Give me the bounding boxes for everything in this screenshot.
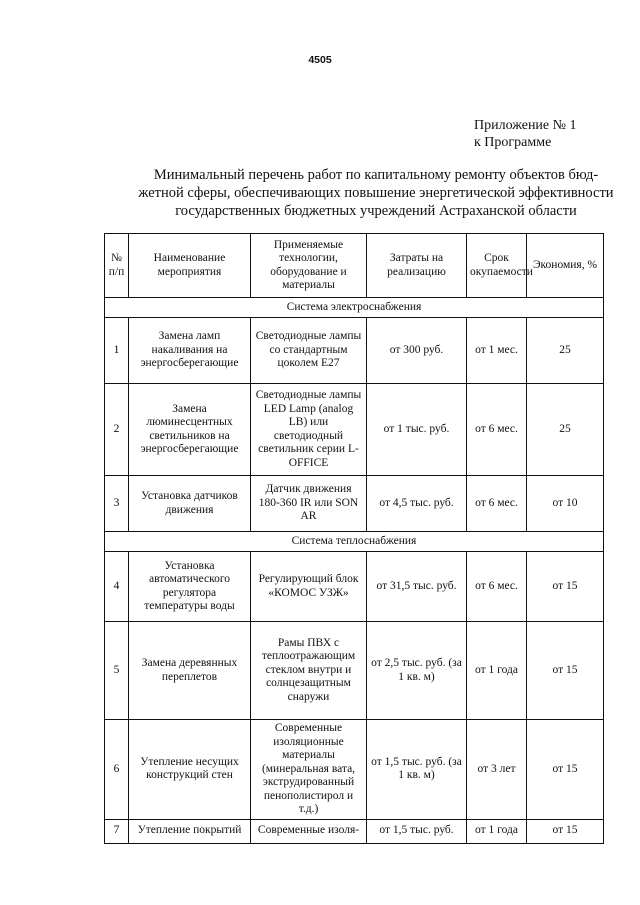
- cell-number: 3: [105, 476, 129, 532]
- cell-number: 2: [105, 384, 129, 476]
- page-number: 4505: [308, 54, 332, 66]
- header-measure-name: Наименование мероприятия: [129, 234, 251, 298]
- section-title: Система электроснабжения: [105, 298, 604, 318]
- cell-cost: от 1,5 тыс. руб.: [367, 819, 467, 843]
- cell-tech: Современные изоляционные материалы (минеральная вата, экструдированный пенополистирол и т.д.): [251, 720, 367, 820]
- appendix-reference: [474, 117, 577, 151]
- table-row: [105, 318, 604, 384]
- cell-payback: от 6 мес.: [467, 384, 527, 476]
- cell-cost: от 300 руб.: [367, 318, 467, 384]
- cell-tech: Светодиодные лампы со стандартным цоколем Е27: [251, 318, 367, 384]
- cell-payback: от 1 года: [467, 819, 527, 843]
- cell-name: Установка автоматического регулятора температуры воды: [129, 552, 251, 622]
- title-line: Минимальный перечень работ по капитальному ремонту объектов бюд-: [153, 167, 599, 183]
- cell-cost: от 1,5 тыс. руб. (за 1 кв. м): [367, 720, 467, 820]
- table-row: [105, 552, 604, 622]
- cell-cost: от 31,5 тыс. руб.: [367, 552, 467, 622]
- cell-name: Замена ламп накаливания на энергосберегающие: [129, 318, 251, 384]
- cell-number: 6: [105, 720, 129, 820]
- cell-number: 1: [105, 318, 129, 384]
- title-line: жетной сферы, обеспечивающих повышение энергетической эффективности: [138, 185, 614, 201]
- cell-name: Утепление несущих конструкций стен: [129, 720, 251, 820]
- table-row: [105, 819, 604, 843]
- table-row: [105, 720, 604, 820]
- cell-saving: от 15: [527, 720, 604, 820]
- works-table: [104, 233, 604, 844]
- header-costs: Затраты на реализацию: [367, 234, 467, 298]
- appendix-line: к Программе: [474, 135, 552, 150]
- document-title: [128, 166, 624, 220]
- cell-saving: от 15: [527, 552, 604, 622]
- section-row: [105, 298, 604, 318]
- cell-payback: от 1 года: [467, 622, 527, 720]
- cell-tech: Светодиодные лампы LED Lamp (analog LB) или светодиодный светильник серии L-OFFICE: [251, 384, 367, 476]
- cell-number: 4: [105, 552, 129, 622]
- cell-number: 5: [105, 622, 129, 720]
- title-line: государственных бюджетных учреждений Астраханской области: [175, 203, 577, 219]
- cell-cost: от 4,5 тыс. руб.: [367, 476, 467, 532]
- cell-payback: от 1 мес.: [467, 318, 527, 384]
- header-saving: Экономия, %: [527, 234, 604, 298]
- cell-tech: Современные изоля-: [251, 819, 367, 843]
- cell-tech: Регулирующий блок «КОМОС УЗЖ»: [251, 552, 367, 622]
- header-payback: Срок окупаемости: [467, 234, 527, 298]
- cell-payback: от 6 мес.: [467, 476, 527, 532]
- appendix-line: Приложение № 1: [474, 118, 577, 133]
- table-row: [105, 622, 604, 720]
- cell-tech: Рамы ПВХ с теплоотражающим стеклом внутри и солнцезащитным снаружи: [251, 622, 367, 720]
- table-row: [105, 476, 604, 532]
- table-header-row: [105, 234, 604, 298]
- cell-name: Утепление покрытий: [129, 819, 251, 843]
- cell-cost: от 1 тыс. руб.: [367, 384, 467, 476]
- cell-payback: от 6 мес.: [467, 552, 527, 622]
- cell-saving: от 10: [527, 476, 604, 532]
- cell-name: Замена люминесцентных светильников на энергосберегающие: [129, 384, 251, 476]
- section-row: [105, 532, 604, 552]
- table-row: [105, 384, 604, 476]
- cell-name: Установка датчиков движения: [129, 476, 251, 532]
- cell-cost: от 2,5 тыс. руб. (за 1 кв. м): [367, 622, 467, 720]
- cell-saving: 25: [527, 384, 604, 476]
- cell-saving: от 15: [527, 622, 604, 720]
- header-technologies: Применяемые технологии, оборудование и материалы: [251, 234, 367, 298]
- cell-tech: Датчик движения 180-360 IR или SON AR: [251, 476, 367, 532]
- cell-name: Замена деревянных переплетов: [129, 622, 251, 720]
- cell-number: 7: [105, 819, 129, 843]
- cell-payback: от 3 лет: [467, 720, 527, 820]
- section-title: Система теплоснабжения: [105, 532, 604, 552]
- cell-saving: 25: [527, 318, 604, 384]
- header-number: № п/п: [105, 234, 129, 298]
- cell-saving: от 15: [527, 819, 604, 843]
